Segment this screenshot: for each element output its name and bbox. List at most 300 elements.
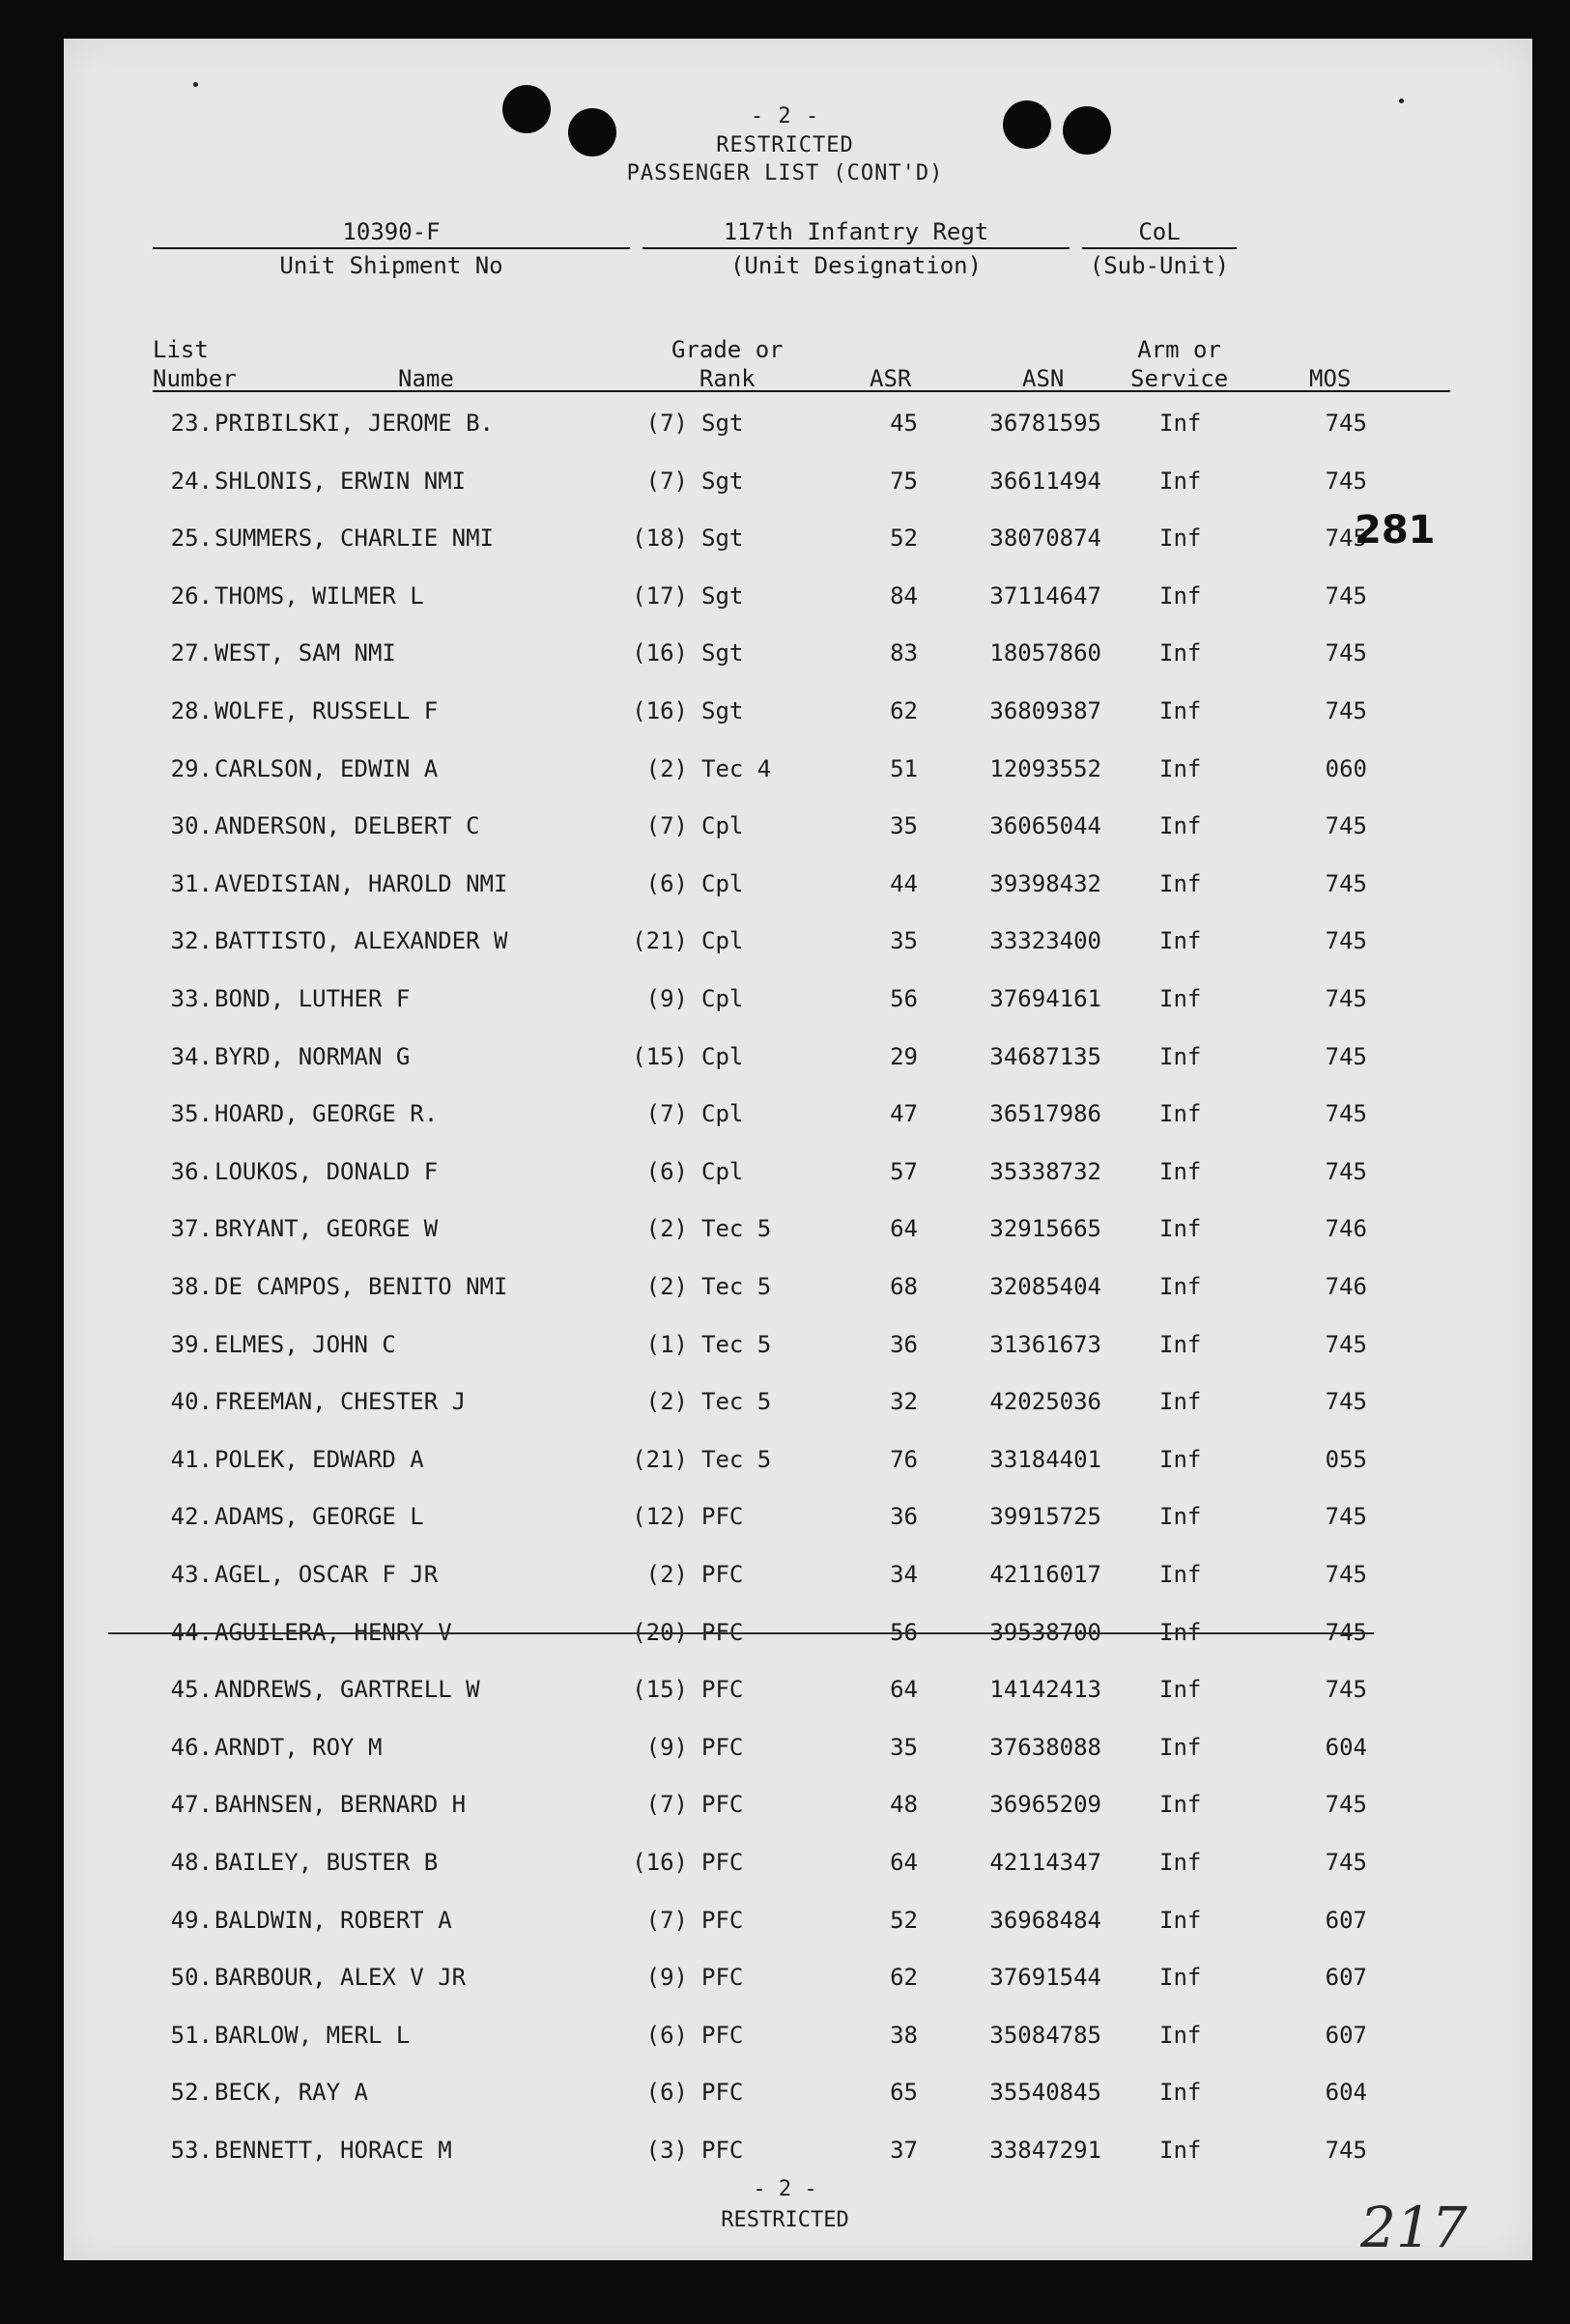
cell-seq: (7) <box>645 812 688 839</box>
cell-asr: 65 <box>890 2079 918 2106</box>
cell-mos: 746 <box>1325 1215 1367 1242</box>
cell-grade: PFC <box>701 1907 744 1934</box>
table-row <box>0 755 1570 794</box>
cell-num: 53. <box>170 2137 213 2164</box>
cell-seq: (1) <box>645 1331 688 1358</box>
cell-seq: (12) <box>632 1503 688 1530</box>
cell-asr: 37 <box>890 2137 918 2164</box>
cell-mos: 745 <box>1325 985 1367 1012</box>
cell-seq: (6) <box>645 1158 688 1185</box>
cell-seq: (7) <box>645 468 688 495</box>
cell-grade: Cpl <box>701 870 744 897</box>
cell-mos: 745 <box>1325 1503 1367 1530</box>
cell-seq: (2) <box>645 1273 688 1300</box>
cell-num: 50. <box>170 1964 213 1991</box>
cell-asn: 36611494 <box>989 468 1101 495</box>
cell-asr: 47 <box>890 1100 918 1127</box>
cell-seq: (21) <box>632 927 688 954</box>
table-row <box>0 985 1570 1024</box>
cell-asn: 42116017 <box>989 1561 1101 1588</box>
table-row <box>0 812 1570 851</box>
table-row <box>0 1388 1570 1427</box>
cell-name: POLEK, EDWARD A <box>214 1446 424 1473</box>
table-row <box>0 410 1570 448</box>
table-row <box>0 582 1570 621</box>
footer-classification: RESTRICTED <box>721 2208 849 2232</box>
cell-asr: 34 <box>890 1561 918 1588</box>
cell-seq: (2) <box>645 1215 688 1242</box>
unit-shipment-value: 10390-F <box>342 218 441 245</box>
cell-num: 31. <box>170 870 213 897</box>
cell-grade: Cpl <box>701 1158 744 1185</box>
cell-grade: PFC <box>701 2022 744 2049</box>
cell-num: 36. <box>170 1158 213 1185</box>
cell-name: BATTISTO, ALEXANDER W <box>214 927 508 954</box>
cell-num: 27. <box>170 639 213 666</box>
cell-asr: 64 <box>890 1215 918 1242</box>
cell-arm: Inf <box>1159 639 1202 666</box>
cell-mos: 607 <box>1325 1964 1367 1991</box>
cell-name: ADAMS, GEORGE L <box>214 1503 424 1530</box>
cell-name: LOUKOS, DONALD F <box>214 1158 439 1185</box>
cell-asr: 45 <box>890 410 918 437</box>
cell-num: 30. <box>170 812 213 839</box>
cell-mos: 745 <box>1325 1849 1367 1876</box>
table-row <box>0 1676 1570 1715</box>
cell-num: 45. <box>170 1676 213 1703</box>
cell-name: BOND, LUTHER F <box>214 985 411 1012</box>
cell-asr: 56 <box>890 985 918 1012</box>
cell-name: BECK, RAY A <box>214 2079 368 2106</box>
cell-num: 51. <box>170 2022 213 2049</box>
cell-arm: Inf <box>1159 1561 1202 1588</box>
footer-page-number: - 2 - <box>753 2177 817 2201</box>
cell-grade: PFC <box>701 1734 744 1761</box>
cell-arm: Inf <box>1159 2079 1202 2106</box>
cell-asn: 39538700 <box>989 1619 1101 1646</box>
table-row <box>0 1043 1570 1082</box>
cell-asr: 52 <box>890 1907 918 1934</box>
cell-asn: 18057860 <box>989 639 1101 666</box>
unit-designation-value: 117th Infantry Regt <box>723 218 989 245</box>
cell-seq: (7) <box>645 1100 688 1127</box>
cell-asn: 33323400 <box>989 927 1101 954</box>
cell-num: 24. <box>170 468 213 495</box>
cell-num: 26. <box>170 582 213 609</box>
cell-grade: Tec 4 <box>701 755 772 782</box>
header-asn: ASN <box>1022 365 1065 392</box>
header-arm: Arm or Service <box>1130 336 1229 392</box>
cell-arm: Inf <box>1159 1215 1202 1242</box>
cell-arm: Inf <box>1159 755 1202 782</box>
cell-name: WEST, SAM NMI <box>214 639 396 666</box>
cell-arm: Inf <box>1159 524 1202 552</box>
classification: RESTRICTED <box>716 133 854 157</box>
cell-num: 44. <box>170 1619 213 1646</box>
table-row <box>0 870 1570 909</box>
cell-seq: (16) <box>632 1849 688 1876</box>
cell-name: ELMES, JOHN C <box>214 1331 396 1358</box>
handwritten-note: 217 <box>1360 2195 1468 2260</box>
cell-mos: 745 <box>1325 1619 1367 1646</box>
cell-asn: 37691544 <box>989 1964 1101 1991</box>
cell-seq: (15) <box>632 1043 688 1070</box>
table-row <box>0 2079 1570 2117</box>
cell-asr: 76 <box>890 1446 918 1473</box>
cell-seq: (2) <box>645 1388 688 1415</box>
sub-unit-field <box>1082 218 1237 279</box>
cell-num: 41. <box>170 1446 213 1473</box>
header-name: Name <box>398 365 454 392</box>
cell-asn: 35338732 <box>989 1158 1101 1185</box>
cell-arm: Inf <box>1159 1331 1202 1358</box>
cell-asn: 34687135 <box>989 1043 1101 1070</box>
cell-seq: (7) <box>645 1791 688 1818</box>
table-row <box>0 1619 1570 1658</box>
unit-shipment-field <box>153 218 630 279</box>
cell-asr: 44 <box>890 870 918 897</box>
table-row <box>0 524 1570 563</box>
cell-mos: 745 <box>1325 410 1367 437</box>
cell-grade: Sgt <box>701 697 744 724</box>
strike-through-line <box>108 1632 1374 1634</box>
cell-name: BAILEY, BUSTER B <box>214 1849 439 1876</box>
table-row <box>0 1215 1570 1254</box>
cell-seq: (6) <box>645 2079 688 2106</box>
cell-arm: Inf <box>1159 1619 1202 1646</box>
table-row <box>0 1158 1570 1197</box>
page-number: - 2 - <box>750 104 820 128</box>
cell-asr: 84 <box>890 582 918 609</box>
cell-arm: Inf <box>1159 1907 1202 1934</box>
cell-name: WOLFE, RUSSELL F <box>214 697 439 724</box>
cell-grade: Cpl <box>701 812 744 839</box>
cell-name: BENNETT, HORACE M <box>214 2137 452 2164</box>
cell-asr: 35 <box>890 927 918 954</box>
cell-asr: 68 <box>890 1273 918 1300</box>
cell-grade: Sgt <box>701 639 744 666</box>
cell-num: 28. <box>170 697 213 724</box>
cell-grade: PFC <box>701 1791 744 1818</box>
cell-num: 37. <box>170 1215 213 1242</box>
cell-name: BYRD, NORMAN G <box>214 1043 411 1070</box>
cell-num: 47. <box>170 1791 213 1818</box>
cell-asn: 36517986 <box>989 1100 1101 1127</box>
cell-arm: Inf <box>1159 1100 1202 1127</box>
cell-arm: Inf <box>1159 1849 1202 1876</box>
cell-mos: 745 <box>1325 1561 1367 1588</box>
table-row <box>0 1100 1570 1139</box>
table-row <box>0 468 1570 506</box>
cell-grade: PFC <box>701 2137 744 2164</box>
cell-num: 34. <box>170 1043 213 1070</box>
cell-name: FREEMAN, CHESTER J <box>214 1388 467 1415</box>
cell-name: SUMMERS, CHARLIE NMI <box>214 524 494 552</box>
cell-name: BALDWIN, ROBERT A <box>214 1907 452 1934</box>
cell-arm: Inf <box>1159 985 1202 1012</box>
cell-grade: Tec 5 <box>701 1273 772 1300</box>
cell-num: 40. <box>170 1388 213 1415</box>
cell-asr: 35 <box>890 812 918 839</box>
cell-mos: 745 <box>1325 1791 1367 1818</box>
cell-mos: 745 <box>1325 582 1367 609</box>
header-rule <box>153 390 1450 392</box>
cell-name: THOMS, WILMER L <box>214 582 424 609</box>
cell-asr: 64 <box>890 1849 918 1876</box>
cell-name: BRYANT, GEORGE W <box>214 1215 439 1242</box>
cell-seq: (16) <box>632 697 688 724</box>
table-row <box>0 1273 1570 1312</box>
cell-mos: 745 <box>1325 524 1367 552</box>
unit-designation-field <box>642 218 1070 279</box>
cell-grade: Tec 5 <box>701 1388 772 1415</box>
cell-mos: 060 <box>1325 755 1367 782</box>
cell-grade: PFC <box>701 1849 744 1876</box>
cell-arm: Inf <box>1159 2022 1202 2049</box>
cell-asr: 57 <box>890 1158 918 1185</box>
cell-asn: 39398432 <box>989 870 1101 897</box>
cell-mos: 604 <box>1325 2079 1367 2106</box>
cell-grade: Cpl <box>701 927 744 954</box>
cell-arm: Inf <box>1159 697 1202 724</box>
cell-mos: 745 <box>1325 1676 1367 1703</box>
cell-name: DE CAMPOS, BENITO NMI <box>214 1273 508 1300</box>
cell-grade: Sgt <box>701 524 744 552</box>
cell-asr: 64 <box>890 1676 918 1703</box>
cell-asr: 32 <box>890 1388 918 1415</box>
cell-num: 43. <box>170 1561 213 1588</box>
cell-arm: Inf <box>1159 1158 1202 1185</box>
cell-asn: 12093552 <box>989 755 1101 782</box>
cell-grade: PFC <box>701 1503 744 1530</box>
cell-name: AGUILERA, HENRY V <box>214 1619 452 1646</box>
table-row <box>0 1907 1570 1945</box>
cell-seq: (17) <box>632 582 688 609</box>
cell-asr: 62 <box>890 697 918 724</box>
table-row <box>0 1503 1570 1542</box>
cell-num: 46. <box>170 1734 213 1761</box>
cell-arm: Inf <box>1159 870 1202 897</box>
cell-seq: (9) <box>645 985 688 1012</box>
cell-num: 29. <box>170 755 213 782</box>
cell-name: ANDREWS, GARTRELL W <box>214 1676 480 1703</box>
table-row <box>0 1561 1570 1600</box>
cell-mos: 745 <box>1325 870 1367 897</box>
cell-asn: 38070874 <box>989 524 1101 552</box>
cell-asr: 35 <box>890 1734 918 1761</box>
cell-grade: Sgt <box>701 410 744 437</box>
cell-asr: 52 <box>890 524 918 552</box>
table-row <box>0 639 1570 678</box>
cell-asn: 36065044 <box>989 812 1101 839</box>
cell-arm: Inf <box>1159 1388 1202 1415</box>
cell-arm: Inf <box>1159 1446 1202 1473</box>
table-row <box>0 1331 1570 1370</box>
cell-mos: 745 <box>1325 1100 1367 1127</box>
cell-asr: 51 <box>890 755 918 782</box>
cell-seq: (15) <box>632 1676 688 1703</box>
cell-grade: Tec 5 <box>701 1446 772 1473</box>
cell-asn: 36809387 <box>989 697 1101 724</box>
cell-num: 49. <box>170 1907 213 1934</box>
cell-seq: (20) <box>632 1619 688 1646</box>
cell-asn: 35084785 <box>989 2022 1101 2049</box>
cell-grade: Tec 5 <box>701 1215 772 1242</box>
cell-name: ARNDT, ROY M <box>214 1734 383 1761</box>
cell-grade: Cpl <box>701 985 744 1012</box>
cell-asn: 42114347 <box>989 1849 1101 1876</box>
cell-mos: 745 <box>1325 812 1367 839</box>
cell-mos: 745 <box>1325 639 1367 666</box>
cell-arm: Inf <box>1159 1676 1202 1703</box>
cell-name: BARLOW, MERL L <box>214 2022 411 2049</box>
header-list-number: List Number <box>153 336 237 392</box>
cell-arm: Inf <box>1159 1273 1202 1300</box>
cell-grade: Cpl <box>701 1100 744 1127</box>
cell-num: 38. <box>170 1273 213 1300</box>
cell-name: BAHNSEN, BERNARD H <box>214 1791 467 1818</box>
unit-designation-caption: (Unit Designation) <box>729 252 983 279</box>
cell-asr: 83 <box>890 639 918 666</box>
cell-grade: Sgt <box>701 582 744 609</box>
cell-grade: PFC <box>701 1676 744 1703</box>
cell-name: AGEL, OSCAR F JR <box>214 1561 439 1588</box>
sub-unit-caption: (Sub-Unit) <box>1089 252 1230 279</box>
unit-shipment-caption: Unit Shipment No <box>279 252 503 279</box>
cell-mos: 745 <box>1325 468 1367 495</box>
cell-seq: (16) <box>632 639 688 666</box>
cell-grade: PFC <box>701 1964 744 1991</box>
cell-asn: 14142413 <box>989 1676 1101 1703</box>
cell-arm: Inf <box>1159 1791 1202 1818</box>
cell-asr: 38 <box>890 2022 918 2049</box>
cell-asn: 42025036 <box>989 1388 1101 1415</box>
cell-asn: 33184401 <box>989 1446 1101 1473</box>
cell-grade: Cpl <box>701 1043 744 1070</box>
cell-name: ANDERSON, DELBERT C <box>214 812 480 839</box>
table-row <box>0 697 1570 736</box>
cell-mos: 746 <box>1325 1273 1367 1300</box>
cell-seq: (2) <box>645 1561 688 1588</box>
cell-name: CARLSON, EDWIN A <box>214 755 439 782</box>
cell-grade: PFC <box>701 1619 744 1646</box>
cell-grade: Sgt <box>701 468 744 495</box>
cell-mos: 604 <box>1325 1734 1367 1761</box>
cell-asn: 37694161 <box>989 985 1101 1012</box>
cell-mos: 745 <box>1325 1388 1367 1415</box>
cell-asr: 48 <box>890 1791 918 1818</box>
cell-arm: Inf <box>1159 582 1202 609</box>
cell-name: PRIBILSKI, JEROME B. <box>214 410 494 437</box>
cell-arm: Inf <box>1159 2137 1202 2164</box>
cell-arm: Inf <box>1159 927 1202 954</box>
table-row <box>0 2022 1570 2060</box>
header-mos: MOS <box>1309 365 1352 392</box>
cell-seq: (3) <box>645 2137 688 2164</box>
sub-unit-value: CoL <box>1138 218 1181 245</box>
cell-asn: 32915665 <box>989 1215 1101 1242</box>
table-row <box>0 1791 1570 1829</box>
cell-asr: 75 <box>890 468 918 495</box>
cell-asr: 29 <box>890 1043 918 1070</box>
table-row <box>0 1849 1570 1887</box>
cell-mos: 745 <box>1325 2137 1367 2164</box>
cell-arm: Inf <box>1159 468 1202 495</box>
cell-num: 32. <box>170 927 213 954</box>
speck <box>1399 99 1404 103</box>
cell-asr: 56 <box>890 1619 918 1646</box>
cell-num: 35. <box>170 1100 213 1127</box>
page-title: PASSENGER LIST (CONT'D) <box>626 161 944 185</box>
cell-asn: 39915725 <box>989 1503 1101 1530</box>
cell-grade: PFC <box>701 2079 744 2106</box>
cell-arm: Inf <box>1159 1964 1202 1991</box>
cell-asn: 37114647 <box>989 582 1101 609</box>
cell-mos: 745 <box>1325 1043 1367 1070</box>
stamp-number: 281 <box>1355 508 1436 553</box>
cell-mos: 607 <box>1325 1907 1367 1934</box>
cell-seq: (9) <box>645 1964 688 1991</box>
cell-asn: 37638088 <box>989 1734 1101 1761</box>
cell-asn: 36965209 <box>989 1791 1101 1818</box>
cell-mos: 745 <box>1325 697 1367 724</box>
cell-seq: (7) <box>645 410 688 437</box>
cell-num: 39. <box>170 1331 213 1358</box>
table-row <box>0 1964 1570 2002</box>
cell-num: 48. <box>170 1849 213 1876</box>
cell-asn: 36968484 <box>989 1907 1101 1934</box>
cell-arm: Inf <box>1159 1043 1202 1070</box>
cell-arm: Inf <box>1159 812 1202 839</box>
cell-arm: Inf <box>1159 1503 1202 1530</box>
cell-seq: (6) <box>645 870 688 897</box>
speck <box>193 82 198 87</box>
cell-num: 25. <box>170 524 213 552</box>
cell-name: BARBOUR, ALEX V JR <box>214 1964 467 1991</box>
cell-mos: 745 <box>1325 927 1367 954</box>
cell-num: 33. <box>170 985 213 1012</box>
table-row <box>0 2137 1570 2175</box>
cell-seq: (6) <box>645 2022 688 2049</box>
cell-name: HOARD, GEORGE R. <box>214 1100 439 1127</box>
cell-seq: (18) <box>632 524 688 552</box>
cell-num: 52. <box>170 2079 213 2106</box>
cell-asn: 36781595 <box>989 410 1101 437</box>
cell-seq: (9) <box>645 1734 688 1761</box>
cell-mos: 745 <box>1325 1158 1367 1185</box>
table-row <box>0 927 1570 966</box>
cell-seq: (21) <box>632 1446 688 1473</box>
cell-asr: 36 <box>890 1503 918 1530</box>
cell-asn: 33847291 <box>989 2137 1101 2164</box>
cell-num: 42. <box>170 1503 213 1530</box>
cell-grade: Tec 5 <box>701 1331 772 1358</box>
cell-asr: 62 <box>890 1964 918 1991</box>
cell-mos: 055 <box>1325 1446 1367 1473</box>
cell-asr: 36 <box>890 1331 918 1358</box>
header-grade: Grade or Rank <box>671 336 784 392</box>
cell-mos: 745 <box>1325 1331 1367 1358</box>
cell-mos: 607 <box>1325 2022 1367 2049</box>
cell-asn: 32085404 <box>989 1273 1101 1300</box>
cell-seq: (2) <box>645 755 688 782</box>
cell-grade: PFC <box>701 1561 744 1588</box>
cell-arm: Inf <box>1159 410 1202 437</box>
cell-asn: 35540845 <box>989 2079 1101 2106</box>
cell-name: SHLONIS, ERWIN NMI <box>214 468 467 495</box>
table-row <box>0 1446 1570 1485</box>
cell-arm: Inf <box>1159 1734 1202 1761</box>
